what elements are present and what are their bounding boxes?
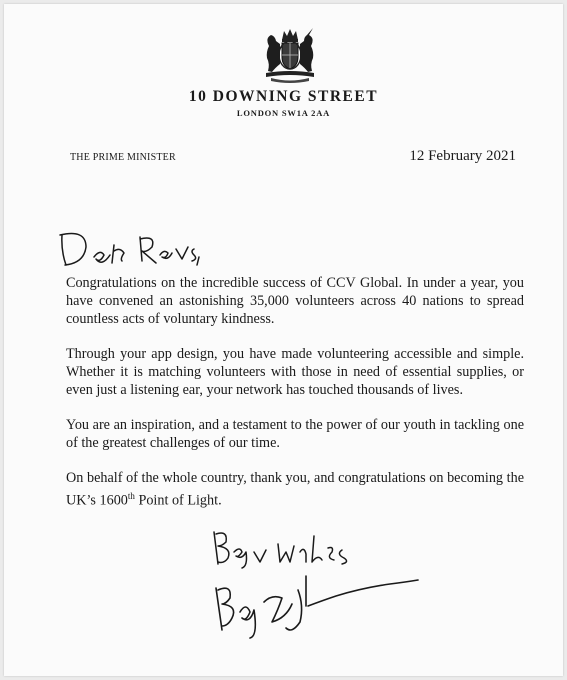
royal-coat-of-arms-icon — [259, 26, 321, 84]
paragraph-4: On behalf of the whole country, thank you, and congratulations on becoming the UK’s 1600th Point of Light. — [66, 470, 524, 509]
address-line-city: LONDON SW1A 2AA — [236, 108, 331, 118]
address-line-street: 10 DOWNING STREET — [188, 88, 379, 105]
paragraph-2: Through your app design, you have made volunteering accessible and simple. Whether it is matching volunteers with those in need of essential supplies, or even just a listening ear, your network has touched thousands of lives. — [66, 346, 524, 398]
paragraph-1: Congratulations on the incredible success of CCV Global. In under a year, you have convened an astonishing 35,000 volunteers across 40 nations to spread countless acts of voluntary kindness. — [66, 275, 524, 327]
handwritten-closing — [210, 522, 360, 570]
paragraph-3: You are an inspiration, and a testament to the power of our youth in tackling one of the greatest challenges of our time. — [66, 417, 524, 451]
handwritten-greeting — [56, 221, 206, 273]
handwritten-signature — [212, 566, 432, 641]
sender-title: THE PRIME MINISTER — [70, 152, 176, 163]
letter-page — [4, 4, 563, 676]
letter-body — [66, 274, 524, 527]
letter-date: 12 February 2021 — [409, 148, 516, 164]
